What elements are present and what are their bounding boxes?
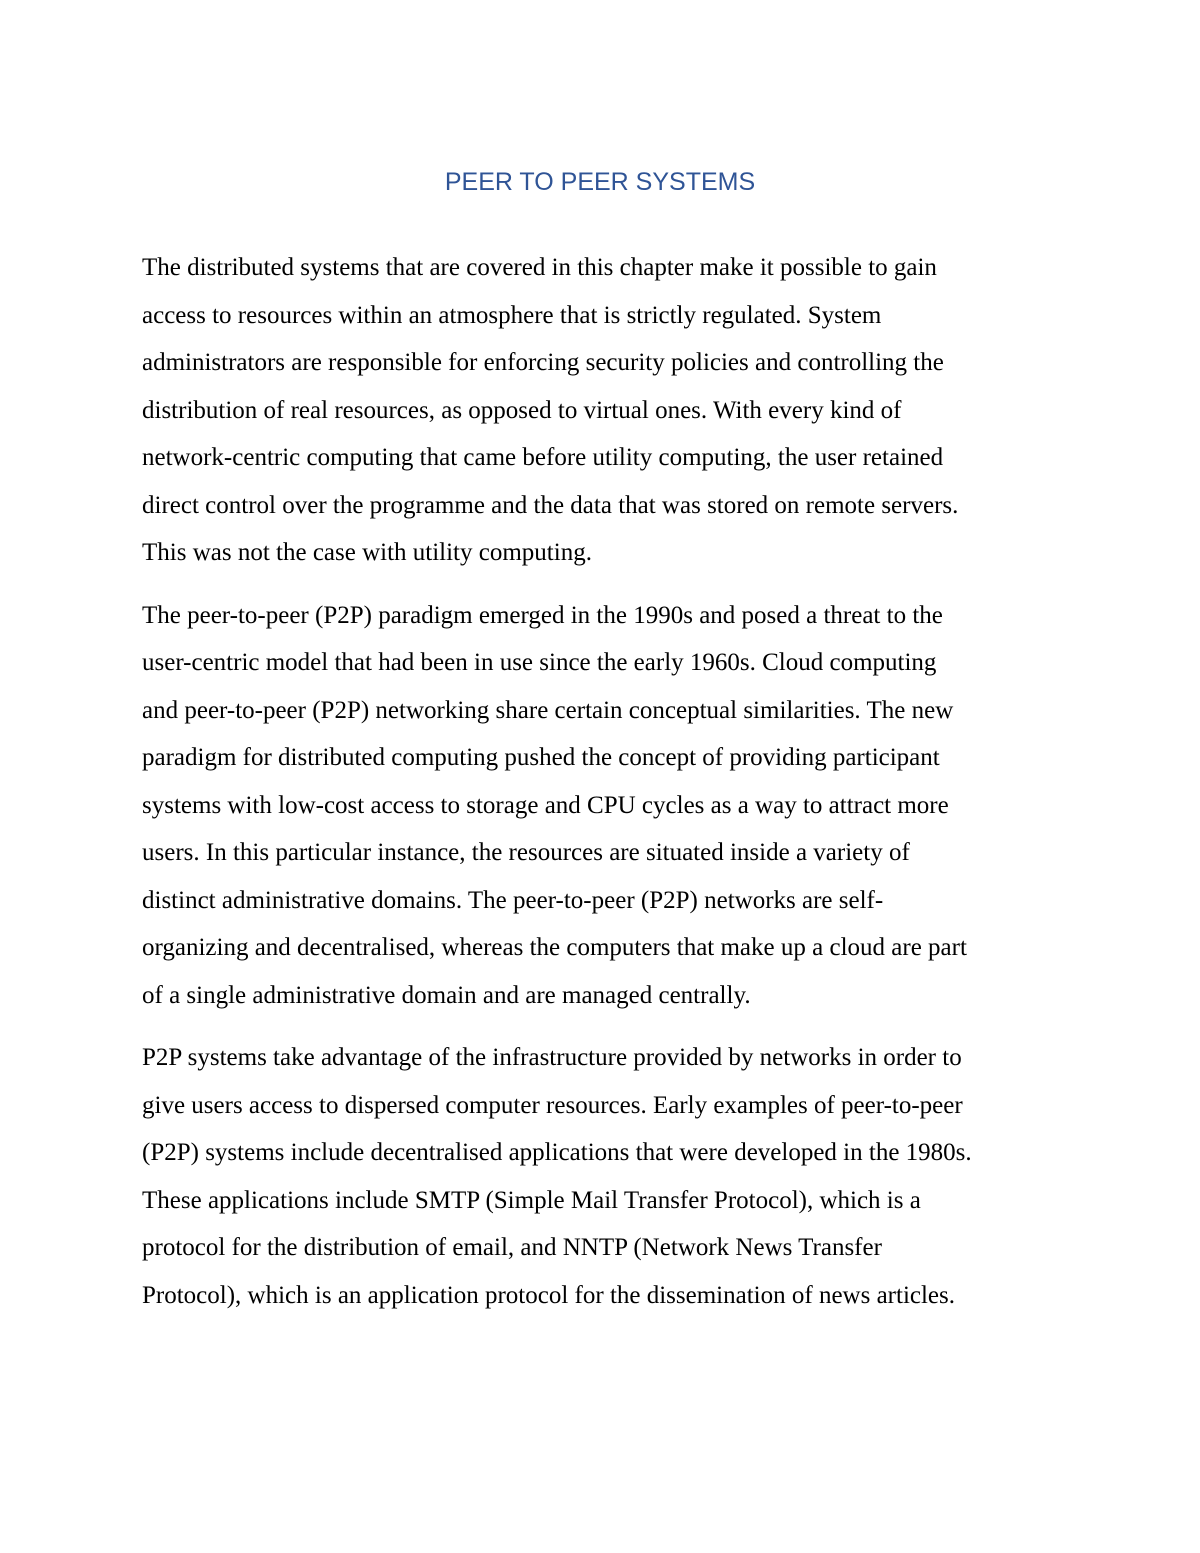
paragraph-line: and peer-to-peer (P2P) networking share certain conceptual similarities. The new: [142, 696, 954, 724]
paragraph-line: protocol for the distribution of email, and NNTP (Network News Transfer: [142, 1234, 882, 1261]
paragraph-line: access to resources within an atmosphere that is strictly regulated. System: [142, 301, 882, 329]
paragraph-line: The distributed systems that are covered in this chapter make it possible to gain: [142, 254, 937, 281]
paragraph-line: organizing and decentralised, whereas the computers that make up a cloud are part: [142, 934, 967, 961]
paragraph-line: These applications include SMTP (Simple Mail Transfer Protocol), which is a: [142, 1186, 921, 1214]
paragraph-1: [142, 244, 1062, 577]
document-body: [142, 244, 1062, 1334]
paragraph-line: direct control over the programme and the data that was stored on remote servers.: [142, 491, 959, 519]
paragraph-line: user-centric model that had been in use since the early 1960s. Cloud computing: [142, 649, 937, 676]
paragraph-line: Protocol), which is an application protocol for the dissemination of news articles.: [142, 1281, 956, 1309]
paragraph-line: This was not the case with utility computing.: [142, 539, 592, 566]
paragraph-2: [142, 592, 1062, 1020]
paragraph-line: administrators are responsible for enforcing security policies and controlling the: [142, 349, 944, 376]
paragraph-line: users. In this particular instance, the resources are situated inside a variety of: [142, 839, 910, 866]
paragraph-3: [142, 1034, 1062, 1319]
paragraph-line: give users access to dispersed computer resources. Early examples of peer-to-peer: [142, 1091, 963, 1119]
paragraph-line: paradigm for distributed computing pushed the concept of providing participant: [142, 744, 940, 771]
paragraph-line: (P2P) systems include decentralised applications that were developed in the 1980s.: [142, 1139, 972, 1166]
paragraph-line: network-centric computing that came before utility computing, the user retained: [142, 444, 944, 471]
document-title: PEER TO PEER SYSTEMS: [444, 168, 756, 196]
paragraph-line: The peer-to-peer (P2P) paradigm emerged in the 1990s and posed a threat to the: [142, 601, 943, 629]
paragraph-line: systems with low-cost access to storage and CPU cycles as a way to attract more: [142, 791, 949, 819]
paragraph-line: of a single administrative domain and are managed centrally.: [142, 981, 751, 1009]
paragraph-line: distinct administrative domains. The peer-to-peer (P2P) networks are self-: [142, 886, 884, 914]
paragraph-line: distribution of real resources, as opposed to virtual ones. With every kind of: [142, 396, 902, 424]
paragraph-line: P2P systems take advantage of the infrastructure provided by networks in order to: [142, 1044, 962, 1071]
